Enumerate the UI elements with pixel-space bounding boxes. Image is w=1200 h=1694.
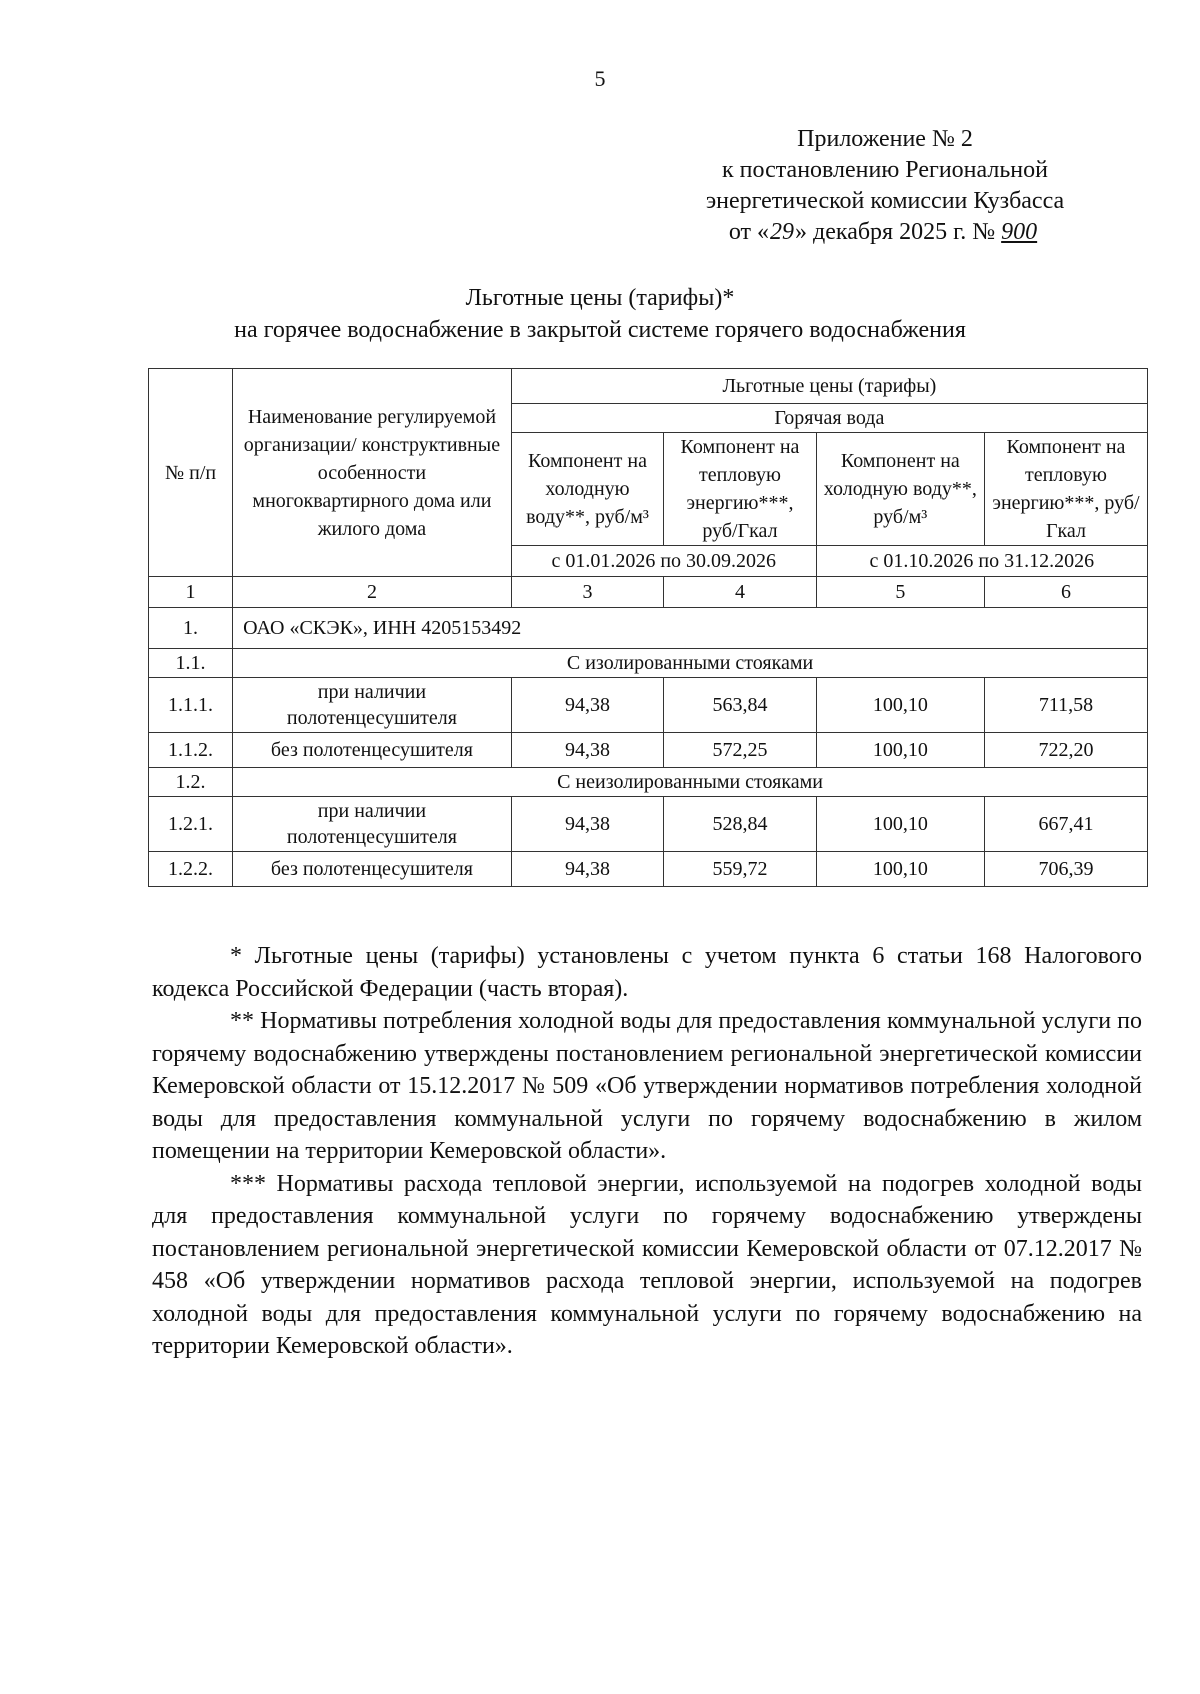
cell-col-3: 94,38 [511, 733, 663, 768]
column-number: 2 [233, 577, 512, 608]
row-name: без полотенцесушителя [233, 733, 512, 768]
cell-col-5: 100,10 [816, 797, 984, 852]
table-row [149, 678, 1148, 733]
row-num: 1.2.1. [149, 797, 233, 852]
header-prices: Льготные цены (тарифы) [511, 369, 1147, 404]
cell-col-4: 572,25 [664, 733, 816, 768]
cell-col-6: 722,20 [984, 733, 1147, 768]
row-num: 1.2.2. [149, 852, 233, 887]
row-num: 1.1.1. [149, 678, 233, 733]
footnote-1: * Льготные цены (тарифы) установлены с учетом пункта 6 статьи 168 Налогового кодекса Российской Федерации (часть вторая). [152, 943, 1142, 1002]
org-num: 1. [149, 608, 233, 649]
cell-col-5: 100,10 [816, 733, 984, 768]
column-number: 3 [511, 577, 663, 608]
cell-col-3: 94,38 [511, 678, 663, 733]
title-line-1: Льготные цены (тарифы)* [465, 285, 735, 311]
table-row [149, 797, 1148, 852]
appendix-line-3: энергетической комиссии Кузбасса [705, 188, 1065, 214]
date-suffix: » декабря 2025 г. № [795, 219, 996, 245]
organization-row [149, 608, 1148, 649]
cell-col-6: 667,41 [984, 797, 1147, 852]
cell-col-5: 100,10 [816, 678, 984, 733]
document-title [100, 282, 1100, 346]
org-name: ОАО «СКЭК», ИНН 4205153492 [233, 608, 1148, 649]
group-label: С неизолированными стояками [233, 768, 1148, 797]
cell-col-6: 711,58 [984, 678, 1147, 733]
group-num: 1.1. [149, 649, 233, 678]
table-row [149, 733, 1148, 768]
header-col-6: Компонент на тепловую энергию***, руб/Гкал [984, 433, 1147, 546]
header-num: № п/п [149, 369, 233, 577]
footnotes [152, 940, 1142, 1363]
cell-col-6: 706,39 [984, 852, 1147, 887]
footnote-2: ** Нормативы потребления холодной воды для предоставления коммунальной услуги по горячему водоснабжению утверждены постановлением региональной энергетической комиссии Кемеровской области от 15.12.2017 № 509 «Об утверждении нормативов потребления холодной воды для предоставления коммунальной услуги по горячему водоснабжению в жилом помещении на территории Кемеровской области». [152, 1008, 1142, 1164]
date-prefix: от « [728, 219, 770, 245]
cell-col-4: 528,84 [664, 797, 816, 852]
header-col-5: Компонент на холодную воду**, руб/м³ [816, 433, 984, 546]
footnote-3: *** Нормативы расхода тепловой энергии, используемой на подогрев холодной воды для предоставления коммунальной услуги по горячему водоснабжению утверждены постановлением региональной энергетической комиссии Кемеровской области от 07.12.2017 № 458 «Об утверждении нормативов расхода тепловой энергии, используемой на подогрев холодной воды для предоставления коммунальной услуги по горячему водоснабжению на территории Кемеровской области». [152, 1170, 1142, 1359]
header-org: Наименование регулируемой организации/ конструктивные особенности многоквартирного дома или жилого дома [233, 369, 512, 577]
row-name: при наличии полотенцесушителя [233, 797, 512, 852]
cell-col-3: 94,38 [511, 797, 663, 852]
column-numbers-row [149, 577, 1148, 608]
appendix-date-line [640, 217, 1130, 248]
group-label: С изолированными стояками [233, 649, 1148, 678]
column-number: 5 [816, 577, 984, 608]
row-name: при наличии полотенцесушителя [233, 678, 512, 733]
header-hot-water: Горячая вода [511, 404, 1147, 433]
appendix-line-1: Приложение № 2 [797, 126, 973, 152]
header-period-1: с 01.01.2026 по 30.09.2026 [511, 546, 816, 577]
page-number: 5 [594, 66, 606, 91]
header-period-2: с 01.10.2026 по 31.12.2026 [816, 546, 1147, 577]
column-number: 1 [149, 577, 233, 608]
header-col-3: Компонент на холодную воду**, руб/м³ [511, 433, 663, 546]
appendix-line-2: к постановлению Региональной [722, 157, 1048, 183]
table-row [149, 852, 1148, 887]
group-row [149, 768, 1148, 797]
group-row [149, 649, 1148, 678]
column-number: 4 [664, 577, 816, 608]
cell-col-4: 563,84 [664, 678, 816, 733]
cell-col-4: 559,72 [664, 852, 816, 887]
group-num: 1.2. [149, 768, 233, 797]
appendix-header [640, 124, 1130, 248]
cell-col-5: 100,10 [816, 852, 984, 887]
row-num: 1.1.2. [149, 733, 233, 768]
tariffs-table [148, 368, 1148, 887]
cell-col-3: 94,38 [511, 852, 663, 887]
column-number: 6 [984, 577, 1147, 608]
title-line-2: на горячее водоснабжение в закрытой системе горячего водоснабжения [234, 317, 966, 343]
header-col-4: Компонент на тепловую энергию***, руб/Гкал [664, 433, 816, 546]
handwritten-day: 29 [770, 219, 795, 245]
row-name: без полотенцесушителя [233, 852, 512, 887]
handwritten-doc-number: 900 [1001, 219, 1038, 245]
